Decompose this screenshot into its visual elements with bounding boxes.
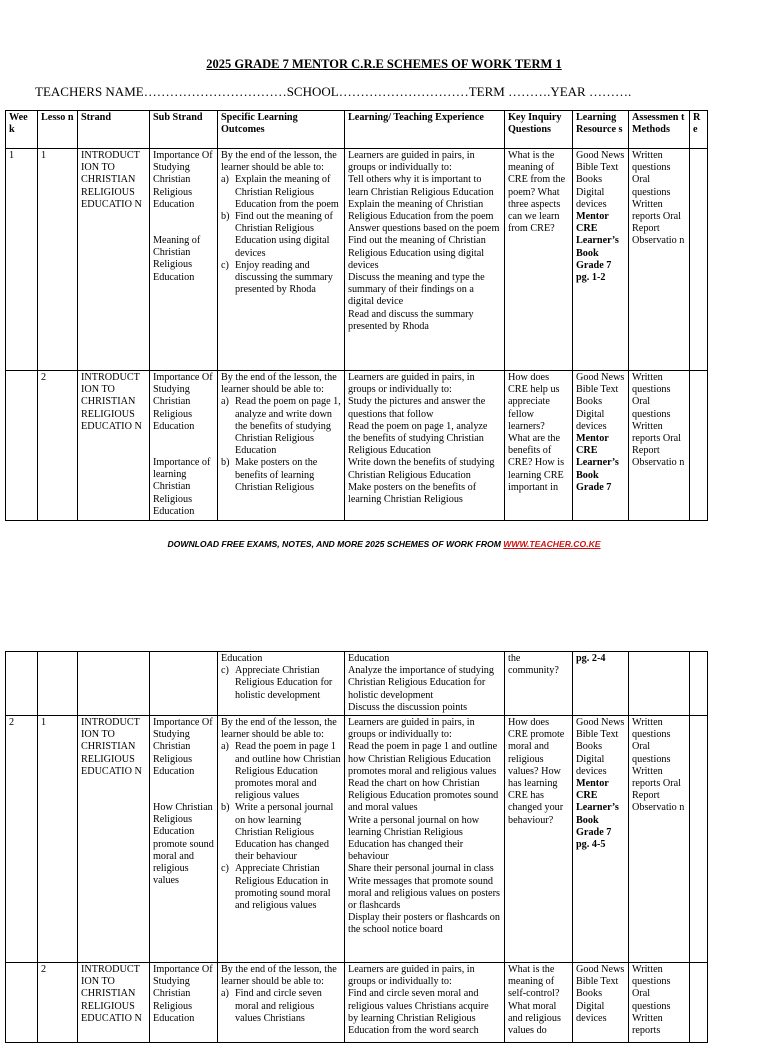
experience-line: Tell others why it is important to learn Christian Religious Education bbox=[348, 174, 494, 198]
experience-line: Display their posters or flashcards on the school notice board bbox=[348, 912, 500, 936]
cell-sub-strand bbox=[150, 371, 218, 521]
resources-book: pg. 2-4 bbox=[576, 653, 606, 664]
cell-strand bbox=[78, 652, 150, 716]
cell-remarks bbox=[690, 371, 708, 521]
cell-strand: INTRODUCT ION TO CHRISTIAN RELIGIOUS EDUCATIO N bbox=[78, 963, 150, 1043]
outcome-text: Find out the meaning of Christian Religious Education using digital devices bbox=[235, 211, 333, 259]
outcomes-intro: Education bbox=[221, 653, 263, 664]
cell-assessment: Written questions Oral questions Written reports Oral Report Observatio n bbox=[629, 716, 690, 963]
cell-resources bbox=[573, 149, 629, 371]
outcome-text: Appreciate Christian Religious Education in promoting sound moral and religious values bbox=[235, 863, 331, 912]
experience-line: Explain the meaning of Christian Religious Education from the poem bbox=[348, 198, 494, 223]
outcomes-list bbox=[221, 396, 341, 494]
cell-questions: What is the meaning of CRE from the poem? What three aspects can we learn from CRE? bbox=[505, 149, 573, 371]
outcome-text: Write a personal journal on how learning Christian Religious Education has changed their behaviour bbox=[235, 802, 334, 863]
cell-questions: the community? bbox=[505, 652, 573, 716]
outcomes-list bbox=[221, 741, 341, 912]
cell-outcomes bbox=[218, 716, 345, 963]
outcomes-intro: By the end of the lesson, the learner should be able to: bbox=[221, 964, 337, 988]
experience-line: Learners are guided in pairs, in groups or individually to: bbox=[348, 372, 475, 396]
outcomes-list bbox=[221, 988, 341, 1025]
outcomes-list bbox=[221, 665, 341, 702]
cell-week: 2 bbox=[6, 716, 38, 963]
cell-outcomes bbox=[218, 963, 345, 1043]
experience-line: Discuss the meaning and type the summary of their findings on a digital device bbox=[348, 272, 485, 308]
experience-line: Make posters on the benefits of learning Christian Religious bbox=[348, 481, 477, 506]
cell-questions: How does CRE promote moral and religious values? How has learning CRE has changed your behaviour? bbox=[505, 716, 573, 963]
cell-resources bbox=[573, 963, 629, 1043]
cell-assessment bbox=[629, 652, 690, 716]
outcome-marker: b) bbox=[221, 211, 230, 223]
outcomes-intro: By the end of the lesson, the learner should be able to: bbox=[221, 372, 337, 396]
outcome-marker: c) bbox=[221, 863, 229, 875]
experience-line: Analyze the importance of studying Christian Religious Education for holistic development bbox=[348, 665, 494, 701]
sub-strand-spacer bbox=[153, 433, 214, 457]
outcome-marker: b) bbox=[221, 802, 230, 814]
experience-line: Learners are guided in pairs, in groups or individually to: bbox=[348, 150, 475, 174]
outcome-item bbox=[221, 988, 341, 1025]
cell-strand: INTRODUCT ION TO CHRISTIAN RELIGIOUS EDUCATIO N bbox=[78, 371, 150, 521]
experience-line: Learners are guided in pairs, in groups or individually to: bbox=[348, 717, 475, 741]
outcome-item bbox=[221, 802, 341, 863]
cell-sub-strand bbox=[150, 716, 218, 963]
cell-outcomes bbox=[218, 149, 345, 371]
outcomes-intro: By the end of the lesson, the learner should be able to: bbox=[221, 717, 337, 741]
resources-plain: Good News Bible Text Books Digital devices bbox=[576, 717, 625, 777]
header-lesson: Lesso n bbox=[38, 111, 78, 149]
experience-line: Write down the benefits of studying Christian Religious Education bbox=[348, 457, 495, 481]
experience-line: Find out the meaning of Christian Religious Education using digital devices bbox=[348, 235, 486, 271]
header-sub-strand: Sub Strand bbox=[150, 111, 218, 149]
table-row bbox=[6, 716, 708, 963]
outcome-item bbox=[221, 260, 341, 297]
outcome-text: Read the poem in page 1 and outline how Christian Religious Education promotes moral and religious values bbox=[235, 741, 341, 802]
resources-plain: Good News Bible Text Books Digital devices bbox=[576, 964, 625, 1024]
outcome-marker: a) bbox=[221, 174, 229, 186]
table-row bbox=[6, 371, 708, 521]
header-remarks: R e bbox=[690, 111, 708, 149]
cell-sub-strand bbox=[150, 149, 218, 371]
footer-link[interactable]: WWW.TEACHER.CO.KE bbox=[503, 539, 601, 549]
outcome-marker: a) bbox=[221, 741, 229, 753]
table-row bbox=[6, 652, 708, 716]
resources-plain: Good News Bible Text Books Digital devices bbox=[576, 150, 625, 210]
cell-remarks bbox=[690, 652, 708, 716]
outcome-item bbox=[221, 665, 341, 702]
cell-experience bbox=[345, 652, 505, 716]
cell-strand: INTRODUCT ION TO CHRISTIAN RELIGIOUS EDUCATIO N bbox=[78, 716, 150, 963]
cell-assessment: Written questions Oral questions Written reports Oral Report Observatio n bbox=[629, 149, 690, 371]
cell-lesson: 1 bbox=[38, 716, 78, 963]
resources-book: Mentor CRE Learner’s Book Grade 7 pg. 4-5 bbox=[576, 778, 619, 851]
teacher-details-line: TEACHERS NAME……………………………SCHOOL…………………………TERM ……….YEAR ………. bbox=[35, 84, 632, 99]
header-resources: Learning Resource s bbox=[573, 111, 629, 149]
table-row bbox=[6, 149, 708, 371]
footer-text: DOWNLOAD FREE EXAMS, NOTES, AND MORE 2025 SCHEMES OF WORK FROM bbox=[167, 539, 504, 549]
cell-week: 1 bbox=[6, 149, 38, 371]
sub-strand-primary: Importance Of Studying Christian Religious Education bbox=[153, 964, 213, 1024]
experience-line: Share their personal journal in class bbox=[348, 863, 494, 875]
sub-strand-primary: Importance Of Studying Christian Religious Education bbox=[153, 372, 213, 432]
experience-line: Find and circle seven moral and religious values Christians acquire by learning Christian Religious Education from the word search bbox=[348, 988, 489, 1037]
outcome-marker: c) bbox=[221, 259, 229, 271]
cell-remarks bbox=[690, 716, 708, 963]
outcome-text: Enjoy reading and discussing the summary presented by Rhoda bbox=[235, 259, 333, 296]
cell-resources bbox=[573, 652, 629, 716]
cell-strand: INTRODUCT ION TO CHRISTIAN RELIGIOUS EDUCATIO N bbox=[78, 149, 150, 371]
cell-assessment: Written questions Oral questions Written reports bbox=[629, 963, 690, 1043]
outcomes-intro: By the end of the lesson, the learner should be able to: bbox=[221, 150, 337, 174]
outcome-marker: c) bbox=[221, 665, 229, 677]
experience-line: Discuss the discussion points bbox=[348, 701, 468, 713]
cell-experience bbox=[345, 716, 505, 963]
outcome-item bbox=[221, 457, 341, 494]
outcome-item bbox=[221, 396, 341, 457]
cell-remarks bbox=[690, 149, 708, 371]
cell-resources bbox=[573, 371, 629, 521]
experience-line: Write messages that promote sound moral and religious values on posters or flashcards bbox=[348, 875, 500, 912]
header-experience: Learning/ Teaching Experience bbox=[345, 111, 505, 149]
header-questions: Key Inquiry Questions bbox=[505, 111, 573, 149]
experience-line: Read the chart on how Christian Religious Education promotes sound and moral values bbox=[348, 778, 499, 814]
outcome-item bbox=[221, 741, 341, 802]
sub-strand-primary: Importance Of Studying Christian Religious Education bbox=[153, 150, 213, 210]
resources-book: Mentor CRE Learner’s Book Grade 7 pg. 1-2 bbox=[576, 211, 619, 284]
header-strand: Strand bbox=[78, 111, 150, 149]
cell-experience bbox=[345, 963, 505, 1043]
table-header-row bbox=[6, 111, 708, 149]
cell-week bbox=[6, 652, 38, 716]
header-week: Wee k bbox=[6, 111, 38, 149]
outcome-item bbox=[221, 211, 341, 260]
cell-experience bbox=[345, 149, 505, 371]
cell-sub-strand bbox=[150, 652, 218, 716]
cell-questions: What is the meaning of self-control? What moral and religious values do bbox=[505, 963, 573, 1043]
outcome-marker: b) bbox=[221, 457, 230, 469]
outcome-text: Make posters on the benefits of learning Christian Religious bbox=[235, 457, 318, 493]
experience-line: Answer questions based on the poem bbox=[348, 223, 500, 235]
resources-book: Mentor CRE Learner’s Book Grade 7 bbox=[576, 433, 619, 493]
experience-line: Read the poem in page 1 and outline how Christian Religious Education promotes moral and religious values bbox=[348, 741, 498, 777]
cell-experience bbox=[345, 371, 505, 521]
cell-sub-strand bbox=[150, 963, 218, 1043]
experience-line: Write a personal journal on how learning Christian Religious Education has changed their behaviour bbox=[348, 814, 480, 863]
resources-plain: Good News Bible Text Books Digital devices bbox=[576, 372, 625, 432]
outcome-item bbox=[221, 863, 341, 912]
cell-assessment: Written questions Oral questions Written reports Oral Report Observatio n bbox=[629, 371, 690, 521]
outcome-text: Explain the meaning of Christian Religious Education from the poem bbox=[235, 174, 339, 210]
outcomes-list bbox=[221, 174, 341, 296]
sub-strand-primary: Importance Of Studying Christian Religious Education bbox=[153, 717, 213, 777]
document-title: 2025 GRADE 7 MENTOR C.R.E SCHEMES OF WORK TERM 1 bbox=[206, 57, 562, 71]
sub-strand-spacer bbox=[153, 211, 214, 235]
schemes-table-page-2 bbox=[5, 651, 708, 1043]
header-outcomes: Specific Learning Outcomes bbox=[218, 111, 345, 149]
experience-line: Education bbox=[348, 653, 390, 664]
outcome-item bbox=[221, 174, 341, 211]
cell-lesson: 1 bbox=[38, 149, 78, 371]
outcome-text: Appreciate Christian Religious Education for holistic development bbox=[235, 665, 333, 701]
download-footer bbox=[0, 539, 768, 549]
cell-questions: How does CRE help us appreciate fellow learners? What are the benefits of CRE? How is learning CRE important in bbox=[505, 371, 573, 521]
cell-outcomes bbox=[218, 652, 345, 716]
cell-lesson bbox=[38, 652, 78, 716]
header-assessment: Assessmen t Methods bbox=[629, 111, 690, 149]
cell-week bbox=[6, 371, 38, 521]
table-row bbox=[6, 963, 708, 1043]
sub-strand-secondary: Meaning of Christian Religious Education bbox=[153, 235, 201, 283]
experience-line: Learners are guided in pairs, in groups or individually to: bbox=[348, 964, 475, 988]
cell-remarks bbox=[690, 963, 708, 1043]
schemes-table-page-1 bbox=[5, 110, 708, 521]
experience-line: Read the poem on page 1, analyze the benefits of studying Christian Religious Education bbox=[348, 420, 488, 457]
sub-strand-secondary: Importance of learning Christian Religious Education bbox=[153, 457, 211, 517]
cell-outcomes bbox=[218, 371, 345, 521]
outcome-marker: a) bbox=[221, 396, 229, 408]
outcome-text: Read the poem on page 1, analyze and write down the benefits of studying Christian Religious Education bbox=[235, 396, 341, 457]
outcome-marker: a) bbox=[221, 988, 229, 1000]
cell-resources bbox=[573, 716, 629, 963]
cell-week bbox=[6, 963, 38, 1043]
sub-strand-spacer bbox=[153, 778, 214, 802]
sub-strand-secondary: How Christian Religious Education promote sound moral and religious values bbox=[153, 802, 214, 887]
outcome-text: Find and circle seven moral and religious values Christians bbox=[235, 988, 322, 1024]
experience-line: Study the pictures and answer the questions that follow bbox=[348, 396, 486, 420]
experience-line: Read and discuss the summary presented by Rhoda bbox=[348, 308, 474, 332]
cell-lesson: 2 bbox=[38, 371, 78, 521]
cell-lesson: 2 bbox=[38, 963, 78, 1043]
